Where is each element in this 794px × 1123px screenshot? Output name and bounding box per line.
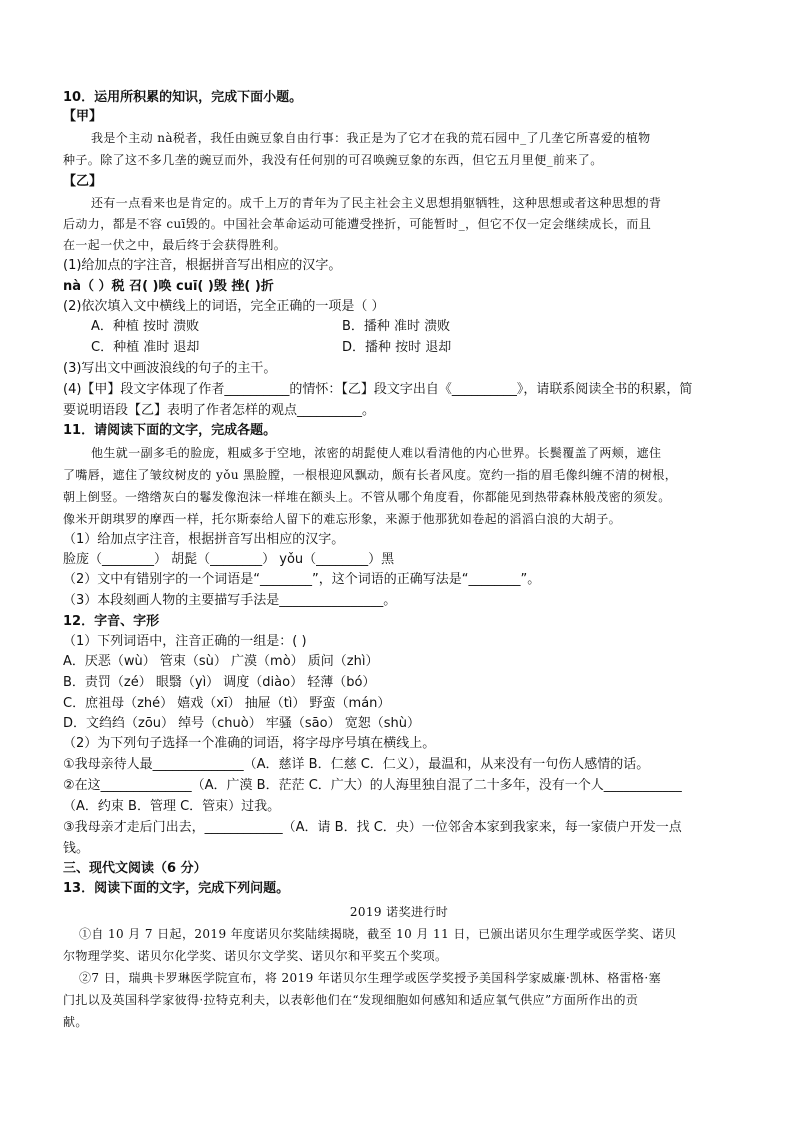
q11-para-3: 朝上倒竖。一绺绺灰白的鬈发像泡沫一样堆在额头上。不管从哪个角度看，你都能见到热带森林般茂密的须发。 [63,490,671,504]
q12-option-c: C．庶祖母（zhé） 嬉戏（xī） 抽屉（tì） 野蛮（mán） [63,696,391,711]
q10-sub1-line: nà（ ）税 召( )唤 cuī( )毁 挫( )折 [63,279,274,294]
q11-sub1-line: 脸庞（________） 胡髭（________） yǒu（________）黑 [63,552,395,567]
q12-sub1: （1）下列词语中，注音正确的一组是：( ) [63,634,307,649]
yi-line-2: 后动力，都是不容 cuī毁的。中国社会革命运动可能遭受挫折，可能暂时_，但它不仅一定会继续成长，而且 [63,217,652,231]
section-3-heading: 三、现代文阅读（6 分） [63,861,207,876]
yi-label: 【乙】 [63,174,103,189]
q10-sub2: (2)依次填入文中横线上的词语，完全正确的一项是（ ） [63,299,385,314]
q10-sub4-line-1: (4)【甲】段文字体现了作者__________的情怀：【乙】段文字出自《__________》，请联系阅读全书的积累，简 [63,382,693,397]
q10-sub4-line-2: 要说明语段【乙】表明了作者怎样的观点__________。 [63,403,376,418]
q12-option-a: A．厌恶（wù） 管束（sù） 广漠（mò） 质问（zhì） [63,654,379,669]
yi-line-1: 还有一点看来也是肯定的。成千上万的青年为了民主社会主义思想捐躯牺牲，这种思想或者这种思想的背 [91,196,662,210]
article-p2-line-3: 献。 [63,1015,88,1029]
q12-sentence-3b: 钱。 [63,841,90,856]
q12-sentence-2b: （A．约束 B．管理 C．管束）过我。 [63,799,281,814]
q12-sentence-2a: ②在这______________（A．广漠 B．茫茫 C．广大）的人海里独自混了二十多年，没有一个人____________ [63,778,682,793]
jia-line-1: 我是个主动 nà税者，我任由豌豆象自由行事：我正是为了它才在我的荒石园中_了几垄它所喜爱的植物 [91,131,651,145]
q11-para-4: 像米开朗琪罗的摩西一样，托尔斯泰给人留下的难忘形象，来源于他那犹如卷起的滔滔白浪的大胡子。 [63,512,622,526]
q10-option-b: B．播种 准时 溃败 [342,319,451,334]
q12-title: 12．字音、字形 [63,614,160,629]
article-p1-line-1: ①自 10 月 7 日起，2019 年度诺贝尔奖陆续揭晓，截至 10 月 11 日，已颁出诺贝尔生理学或医学奖、诺贝 [79,927,677,941]
q12-sentence-3a: ③我母亲才走后门出去，____________（A．请 B．找 C．央）一位邻舍本家到我家来，每一家债户开发一点 [63,820,682,835]
q11-sub1: （1）给加点字注音，根据拼音写出相应的汉字。 [63,532,345,547]
article-p2-line-1: ②7 日，瑞典卡罗琳医学院宣布，将 2019 年诺贝尔生理学或医学奖授予美国科学家威廉·凯林、格雷格·塞 [79,971,662,985]
q12-sentence-1: ①我母亲待人最______________（A．慈详 B．仁慈 C．仁义），最温和，从来没有一句伤人感情的话。 [63,757,650,772]
q10-sub1: (1)给加点的字注音，根据拼音写出相应的汉字。 [63,258,342,273]
jia-label: 【甲】 [63,109,103,124]
q10-option-a: A．种植 按时 溃败 [91,319,200,334]
q12-sub2: （2）为下列句子选择一个准确的词语，将字母序号填在横线上。 [63,736,436,751]
q10-option-d: D．播种 按时 退却 [342,340,452,355]
q11-sub2: （2）文中有错别字的一个词语是“________”，这个词语的正确写法是“________”。 [63,572,541,587]
q11-title: 11．请阅读下面的文字，完成各题。 [63,423,277,438]
yi-line-3: 在一起一伏之中，最后终于会获得胜利。 [63,238,287,252]
q12-option-d: D．文绉绉（zōu） 绰号（chuò） 牢骚（sāo） 宽恕（shù） [63,716,420,731]
q12-option-b: B．责罚（zé） 眼翳（yì） 调度（diào） 轻薄（bó） [63,675,376,690]
article-p1-line-2: 尔物理学奖、诺贝尔化学奖、诺贝尔文学奖、诺贝尔和平奖五个奖项。 [63,949,448,963]
q11-sub3: （3）本段刻画人物的主要描写手法是________________。 [63,593,397,608]
q10-title: 10．运用所积累的知识，完成下面小题。 [63,90,303,105]
q10-sub3: (3)写出文中画波浪线的句子的主干。 [63,361,277,376]
q13-title: 13．阅读下面的文字，完成下列问题。 [63,881,290,896]
jia-line-2: 种子。除了这不多几垄的豌豆而外，我没有任何别的可召唤豌豆象的东西，但它五月里便_前来了。 [63,153,603,167]
article-p2-line-2: 门扎以及英国科学家彼得·拉特克利夫，以表彰他们在“发现细胞如何感知和适应氧气供应”方面所作出的贡 [63,993,639,1007]
q11-para-1: 他生就一副多毛的脸庞，粗威多于空地，浓密的胡髭使人难以看清他的内心世界。长鬓覆盖了两颊，遮住 [91,446,662,460]
q10-option-c: C．种植 准时 退却 [91,340,200,355]
article-title: 2019 诺奖进行时 [349,905,449,919]
q11-para-2: 了嘴唇，遮住了皱纹树皮的 yǒu 黑脸膛，一根根迎风飘动，颇有长者风度。宽约一指的眉毛像纠缠不清的树根， [63,468,678,482]
